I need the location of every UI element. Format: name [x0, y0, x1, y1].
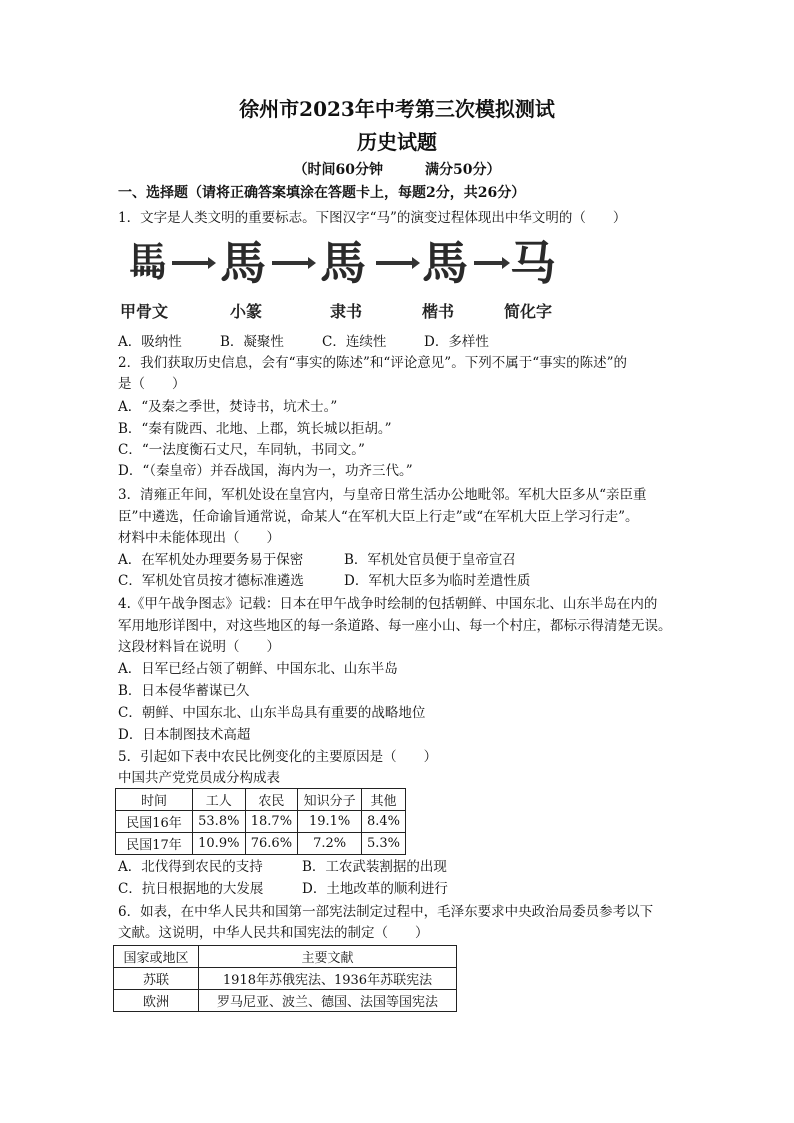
- q4-option-b[interactable]: B．日本侵华蓄谋已久: [118, 683, 250, 699]
- table-cell: 欧洲: [114, 990, 199, 1012]
- table-cell: 5.3%: [362, 833, 406, 855]
- table-row: [114, 990, 457, 1012]
- q2-option-a[interactable]: A．“及秦之季世，焚诗书，坑术士。”: [118, 399, 338, 415]
- table-cell: 民国16年: [116, 811, 193, 833]
- q5-stem: 5．引起如下表中农民比例变化的主要原因是（ ）: [118, 749, 438, 765]
- seal-script-glyph: 馬: [220, 236, 265, 290]
- caption-clerical: 隶书: [330, 302, 363, 321]
- q4-option-d[interactable]: D．日本制图技术高超: [118, 727, 251, 743]
- glyph-row: [126, 233, 566, 293]
- q1-option-d[interactable]: D．多样性: [424, 334, 489, 350]
- table-header-cell: 农民: [245, 789, 298, 811]
- exam-title: 徐州市2023年中考第三次模拟测试: [239, 97, 555, 121]
- arrow-icon: [474, 261, 504, 265]
- q3-stem-line1: 3．清雍正年间，军机处设在皇宫内，与皇帝日常生活办公地毗邻。军机大臣多从“亲臣重: [118, 487, 647, 503]
- q2-option-d[interactable]: D．“（秦皇帝）并吞战国，海内为一，功齐三代。”: [118, 463, 413, 479]
- section-heading: 一、选择题（请将正确答案填涂在答题卡上，每题2分，共26分）: [118, 185, 526, 201]
- caption-small-seal: 小篆: [230, 302, 263, 321]
- q6-table: [113, 945, 457, 1012]
- arrow-icon: [272, 261, 310, 265]
- arrow-icon: [376, 261, 414, 265]
- caption-simplified: 简化字: [504, 302, 553, 321]
- q6-stem-line2: 文献。这说明，中华人民共和国宪法的制定（ ）: [118, 925, 429, 941]
- table-row: [114, 968, 457, 990]
- table-cell: 8.4%: [362, 811, 406, 833]
- table-cell: 19.1%: [298, 811, 362, 833]
- q2-option-c[interactable]: C．“一法度衡石丈尺，车同轨，书同文。”: [118, 442, 365, 458]
- q3-options-row1: [118, 551, 516, 569]
- exam-meta: （时间60分钟 满分50分）: [293, 162, 501, 178]
- q3-stem-line2: 臣”中遴选，任命谕旨通常说，命某人“在军机大臣上行走”或“在军机大臣上学习行走”。: [118, 509, 639, 525]
- table-header-cell: 国家或地区: [114, 946, 199, 968]
- table-cell: 罗马尼亚、波兰、德国、法国等国宪法: [199, 990, 457, 1012]
- table-cell: 1918年苏俄宪法、1936年苏联宪法: [199, 968, 457, 990]
- clerical-script-glyph: 馬: [320, 236, 365, 290]
- table-cell: 10.9%: [193, 833, 246, 855]
- q4-option-a[interactable]: A．日军已经占领了朝鲜、中国东北、山东半岛: [118, 661, 398, 677]
- simplified-glyph: 马: [510, 236, 555, 290]
- table-cell: 18.7%: [245, 811, 298, 833]
- q1-stem: 1．文字是人类文明的重要标志。下图汉字“马”的演变过程体现出中华文明的（ ）: [118, 210, 627, 226]
- table-cell: 53.8%: [193, 811, 246, 833]
- table-cell: 民国17年: [116, 833, 193, 855]
- q5-options-row1: [118, 858, 447, 876]
- table-header-cell: 主要文献: [199, 946, 457, 968]
- table-header-row: [116, 789, 406, 811]
- q5-table: [115, 788, 406, 855]
- q1-option-c[interactable]: C．连续性: [322, 334, 387, 350]
- q6-stem-line1: 6．如表，在中华人民共和国第一部宪法制定过程中，毛泽东要求中央政治局委员参考以下: [118, 904, 654, 920]
- oracle-bone-glyph: 𩡧: [128, 239, 167, 286]
- q3-option-d[interactable]: D．军机大臣多为临时差遣性质: [344, 573, 531, 589]
- table-header-cell: 工人: [193, 789, 246, 811]
- q3-option-c[interactable]: C．军机处官员按才德标准遴选: [118, 573, 304, 589]
- q5-option-d[interactable]: D．土地改革的顺利进行: [302, 881, 448, 897]
- table-cell: 7.2%: [298, 833, 362, 855]
- q1-option-b[interactable]: B．凝聚性: [220, 334, 284, 350]
- q4-stem-line1: 4.《甲午战争图志》记载：日本在甲午战争时绘制的包括朝鲜、中国东北、山东半岛在内的: [118, 596, 658, 612]
- table-row: [116, 833, 406, 855]
- q2-option-b[interactable]: B．“秦有陇西、北地、上郡，筑长城以拒胡。”: [118, 421, 392, 437]
- q5-option-c[interactable]: C．抗日根据地的大发展: [118, 881, 264, 897]
- q3-options-row2: [118, 572, 530, 590]
- table-header-cell: 时间: [116, 789, 193, 811]
- q2-stem-line1: 2．我们获取历史信息，会有“事实的陈述”和“评论意见”。下列不属于“事实的陈述”的: [118, 355, 627, 371]
- q5-option-a[interactable]: A．北伐得到农民的支持: [118, 859, 263, 875]
- q1-options: [118, 333, 489, 351]
- q4-stem-line3: 这段材料旨在说明（ ）: [118, 639, 280, 655]
- table-cell: 苏联: [114, 968, 199, 990]
- q5-options-row2: [118, 880, 448, 898]
- table-header-cell: 知识分子: [298, 789, 362, 811]
- caption-oracle-bone: 甲骨文: [120, 302, 169, 321]
- caption-regular: 楷书: [422, 302, 455, 321]
- q4-option-c[interactable]: C．朝鲜、中国东北、山东半岛具有重要的战略地位: [118, 705, 426, 721]
- q1-option-a[interactable]: A．吸纳性: [118, 334, 182, 350]
- table-row: [116, 811, 406, 833]
- arrow-icon: [172, 261, 210, 265]
- q3-stem-line3: 材料中未能体现出（ ）: [118, 530, 280, 546]
- table-header-cell: 其他: [362, 789, 406, 811]
- exam-subject: 历史试题: [357, 130, 437, 154]
- regular-script-glyph: 馬: [422, 236, 467, 290]
- q4-stem-line2: 军用地形详图中，对这些地区的每一条道路、每一座小山、每一个村庄，都标示得清楚无误。: [118, 618, 672, 634]
- q3-option-a[interactable]: A．在军机处办理要务易于保密: [118, 552, 304, 568]
- table-header-row: [114, 946, 457, 968]
- q2-stem-line2: 是（ ）: [118, 376, 186, 392]
- table-cell: 76.6%: [245, 833, 298, 855]
- q3-option-b[interactable]: B．军机处官员便于皇帝宣召: [344, 552, 516, 568]
- q5-option-b[interactable]: B．工农武装割据的出现: [302, 859, 447, 875]
- horse-evolution-figure: [120, 233, 566, 325]
- q5-table-title: 中国共产党党员成分构成表: [118, 770, 280, 786]
